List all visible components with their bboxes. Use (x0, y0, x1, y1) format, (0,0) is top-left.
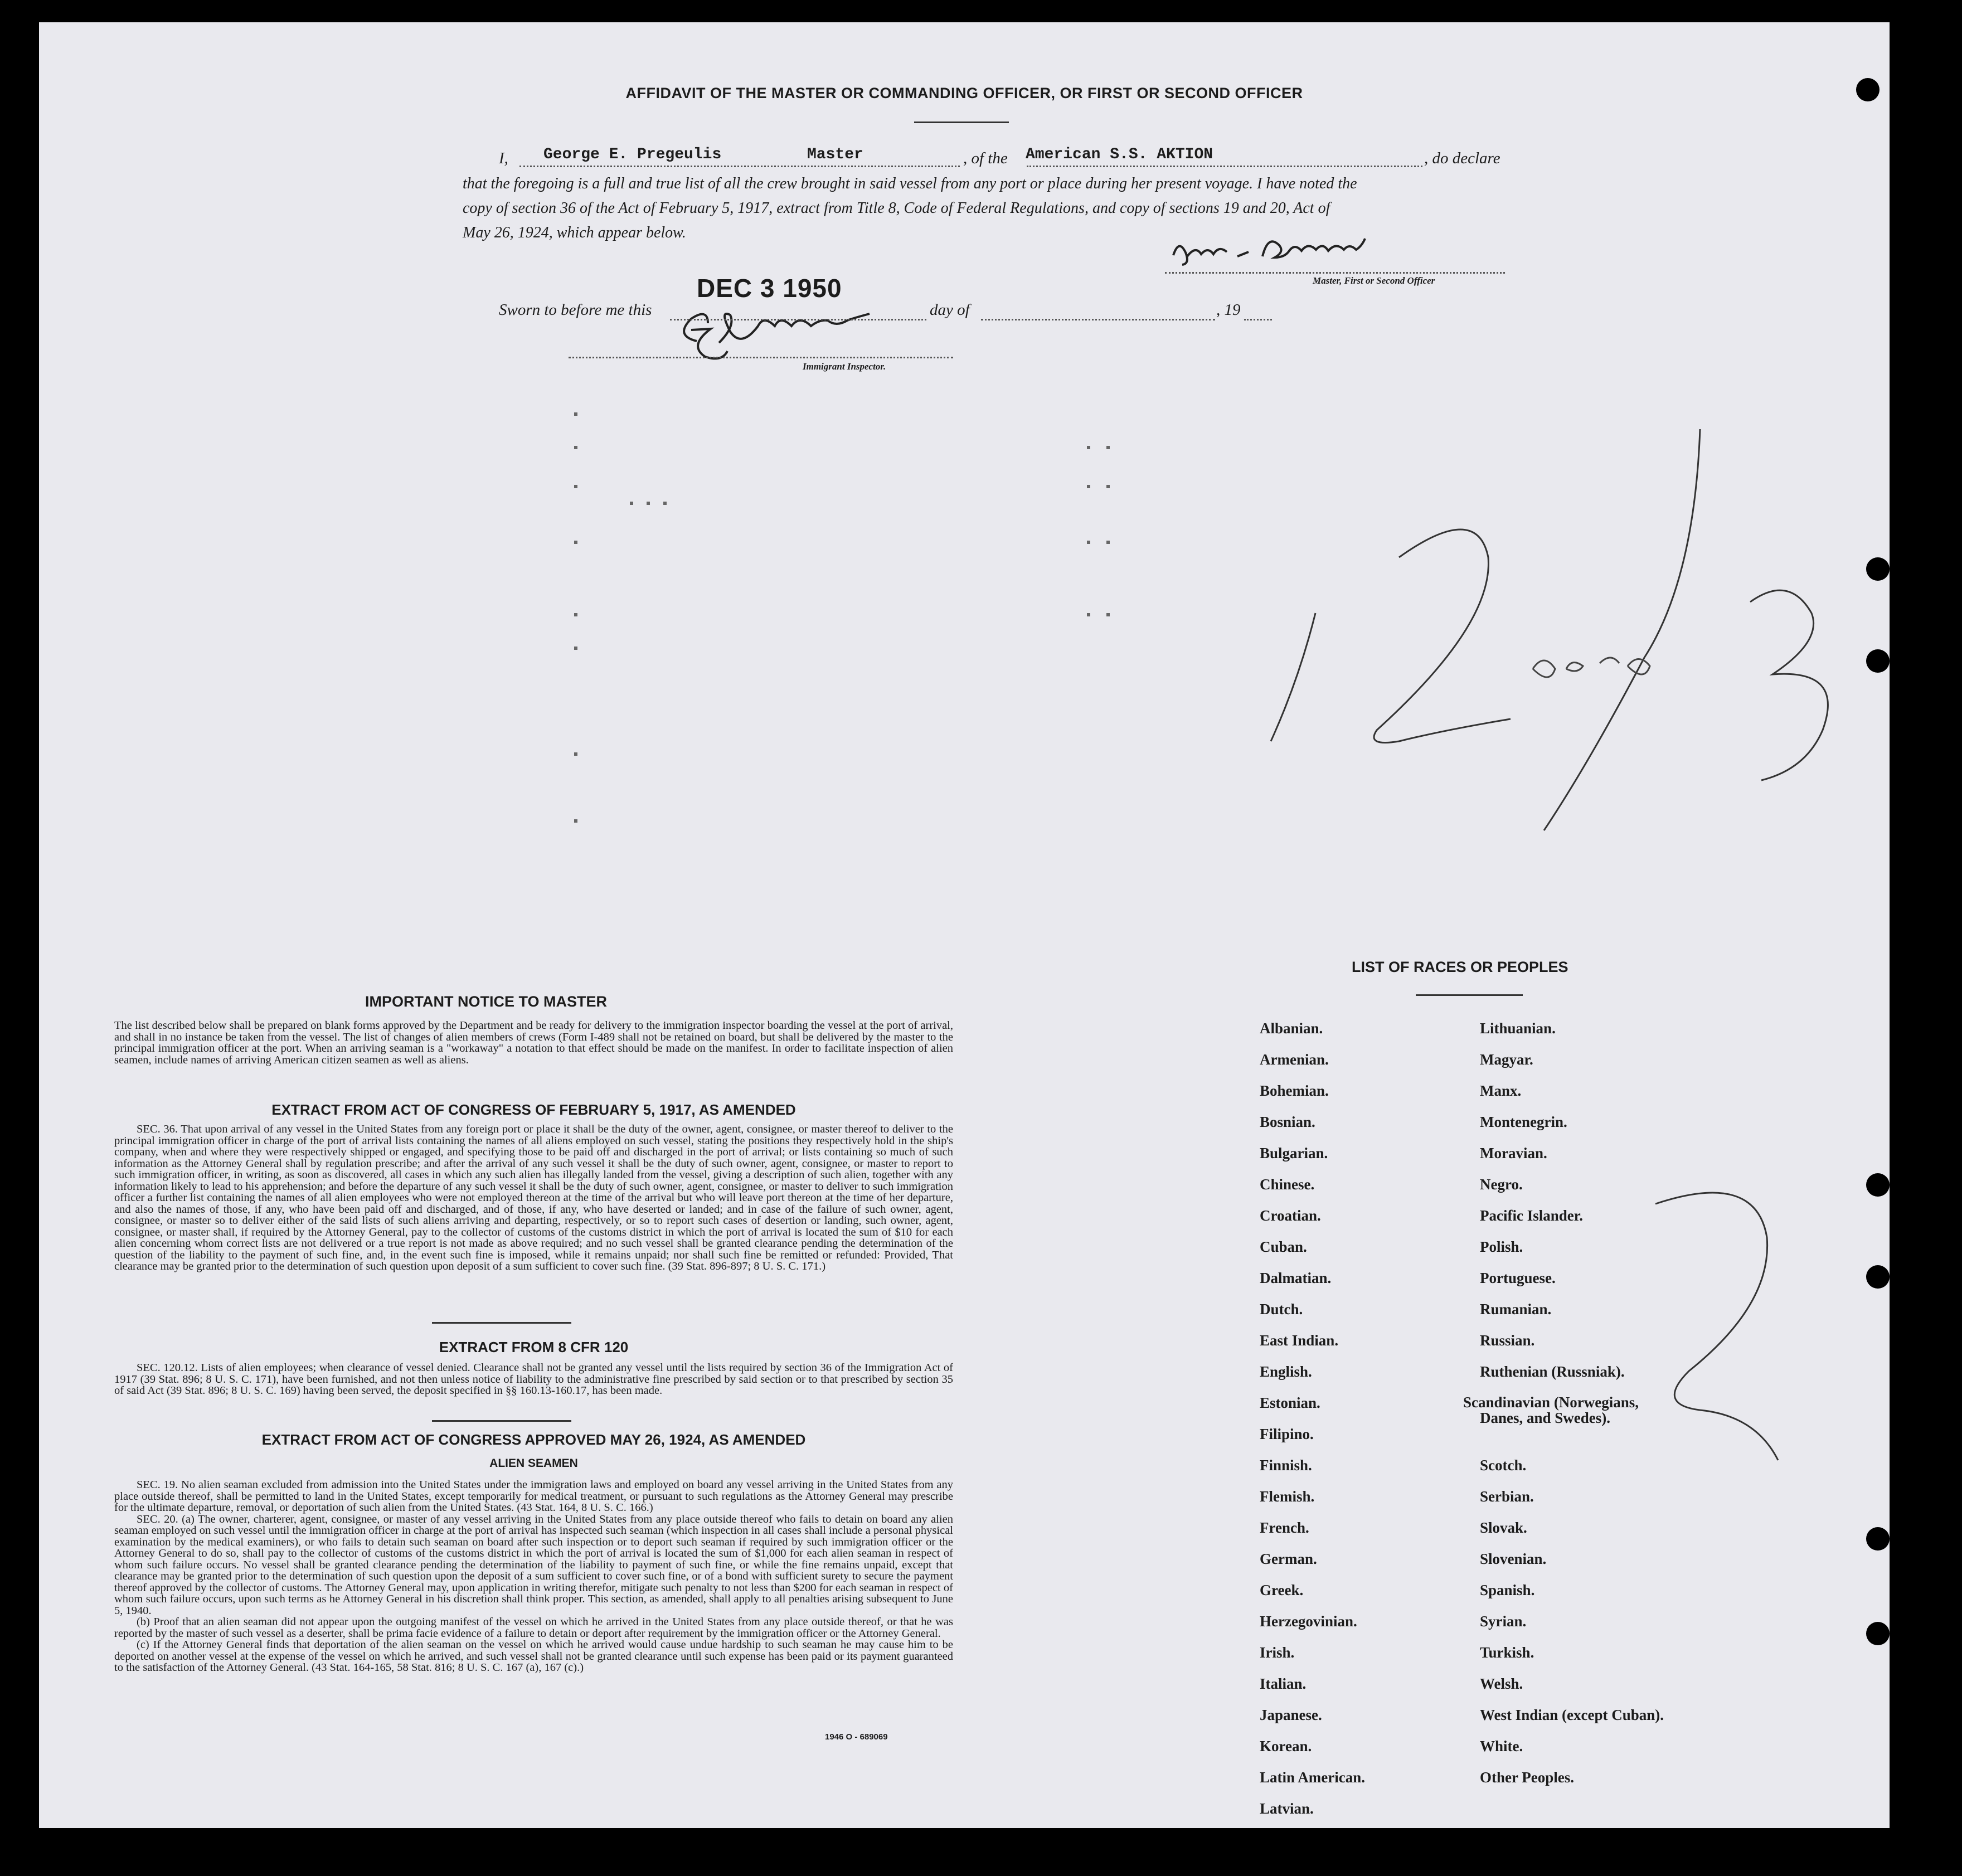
race-item: Finnish. (1260, 1457, 1312, 1474)
inspector-line (569, 356, 953, 358)
race-item: German. (1260, 1551, 1317, 1567)
dot (1087, 613, 1090, 616)
race-item: Albanian. (1260, 1020, 1323, 1037)
race-item: Cuban. (1260, 1238, 1307, 1255)
race-item: Latvian. (1260, 1800, 1314, 1817)
year-label: , 19 (1216, 301, 1241, 319)
race-item: Welsh. (1480, 1675, 1523, 1692)
dot (1106, 446, 1110, 449)
race-item: Flemish. (1260, 1488, 1315, 1505)
year-line (1244, 318, 1272, 320)
affidavit-line-4: May 26, 1924, which appear below. (463, 224, 686, 241)
race-item: Montenegrin. (1480, 1114, 1567, 1130)
race-item: Irish. (1260, 1644, 1295, 1661)
dot (574, 446, 577, 449)
dot (1106, 613, 1110, 616)
affidavit-line-3: copy of section 36 of the Act of February 5, 1917, extract from Title 8, Code of Federal Regulations, and copy of sections 19 and 20, Act of (463, 200, 1330, 217)
dot (1087, 446, 1090, 449)
binder-hole (1866, 1265, 1890, 1289)
race-item: Russian. (1480, 1332, 1535, 1349)
title-divider (914, 121, 1009, 123)
race-item: Bulgarian. (1260, 1145, 1328, 1161)
of-the-label: , of the (963, 149, 1008, 167)
race-item: West Indian (except Cuban). (1480, 1707, 1664, 1723)
race-item: Herzegovinian. (1260, 1613, 1357, 1630)
race-item: Scandinavian (Norwegians, Danes, and Swedes). (1463, 1394, 1639, 1426)
races-title: LIST OF RACES OR PEOPLES (1352, 959, 1568, 975)
binder-hole (1866, 1527, 1890, 1551)
sec-20a-text: SEC. 20. (a) The owner, charterer, agent, consignee, or master of any vessel arriving in the United States from any place outside thereof who fails to detain on board any alien seaman employed on such vessel until the immigration officer in charge at the port of arrival has inspected such seaman (which inspection in all cases shall include a personal physical examination by the medical examiners), or who fails to detain such seaman on board after such inspection or to deport such seaman if required by such immigration officer or the Attorney General to do so, shall pay to the collector of customs of the customs district in which the port of arrival is located the sum of $1,000 for each alien seaman in respect of whom such failure occurs. No vessel shall be granted clearance pending the determination of the liability to payment of such fine, or while the fine remains unpaid, except that clearance may be granted prior to the determination of such question upon the deposit of a sum sufficient to cover such fine, or of a bond with sufficient surety to secure the payment thereof approved by the collector of customs. The Attorney General may, upon application in writing therefor, mitigate such penalty to not less than $200 for each seaman in respect of whom such failure occurs, upon such terms as he Attorney General in his discretion shall think proper. This section, as amended, shall apply to all penalties arising subsequent to June 5, 1940. (114, 1513, 953, 1617)
dot (1106, 485, 1110, 488)
race-item: Dalmatian. (1260, 1270, 1332, 1286)
dot (574, 541, 577, 544)
section-divider (432, 1322, 571, 1324)
dot (574, 752, 577, 756)
signature-caption: Master, First or Second Officer (1313, 275, 1435, 286)
dot (574, 485, 577, 488)
print-code: 1946 O - 689069 (825, 1732, 888, 1742)
race-item: Polish. (1480, 1238, 1523, 1255)
dot (574, 613, 577, 616)
race-item: Other Peoples. (1480, 1769, 1574, 1786)
extract-8cfr-title: EXTRACT FROM 8 CFR 120 (439, 1339, 629, 1355)
race-item: French. (1260, 1519, 1309, 1536)
race-item: Pacific Islander. (1480, 1207, 1583, 1224)
extract-1924-subtitle: ALIEN SEAMEN (489, 1457, 578, 1470)
race-item: Magyar. (1480, 1051, 1533, 1068)
section-divider (432, 1420, 571, 1422)
master-name: George E. Pregeulis (543, 146, 722, 163)
race-item: Ruthenian (Russniak). (1480, 1363, 1625, 1380)
race-item: Greek. (1260, 1582, 1304, 1598)
inspector-caption: Immigrant Inspector. (803, 361, 886, 372)
month-line (981, 318, 1215, 320)
affidavit-body (463, 172, 1555, 245)
dot (1106, 541, 1110, 544)
race-item: Latin American. (1260, 1769, 1365, 1786)
dot (630, 502, 633, 505)
signature-line (1165, 271, 1505, 274)
race-item: Dutch. (1260, 1301, 1303, 1318)
race-item: Manx. (1480, 1082, 1522, 1099)
notice-title: IMPORTANT NOTICE TO MASTER (365, 993, 607, 1010)
race-item: Turkish. (1480, 1644, 1534, 1661)
dot (1087, 485, 1090, 488)
extract-1924-title: EXTRACT FROM ACT OF CONGRESS APPROVED MAY 26, 1924, AS AMENDED (261, 1431, 806, 1448)
extract-1917-text: SEC. 36. That upon arrival of any vessel in the United States from any foreign port or place it shall be the duty of the owner, agent, consignee, or master thereof to deliver to the principal immigration officer in charge of the port of arrival lists containing the names of all aliens employed on such vessel, stating the positions they respectively hold in the ship's company, when and where they were respectively shipped or engaged, and specifying those to be paid off and discharged in the port of arrival; or lists containing so much of such information as the Attorney General shall by regulation prescribe; and after the arrival of any such vessel it shall be the duty of such owner, agent, consignee, or master to report to such immigration officer, in writing, as soon as discovered, all cases in which any such alien has illegally landed from the vessel, giving a description of such alien, together with any information likely to lead to his apprehension; and before the departure of any such vessel it shall be the duty of such owner, agent, consignee, or master to deliver to such immigration officer a further list containing the names of all alien employees who were not employed thereon at the time of the arrival but who will leave port thereon at the time of her departure, and also the names of those, if any, who have been paid off and discharged, and of those, if any, who have deserted or landed; and in case of the failure of such owner, agent, consignee, or master so to deliver either of the said lists of such aliens arriving and departing, respectively, or so to report such cases of desertion or landing, such owner, agent, consignee, or master shall, if required by the Attorney General, pay to the collector of customs of the customs district in which the port of arrival is located the sum of $10 for each alien concerning whom correct lists are not delivered or a true report is not made as above required; and no such vessel shall be granted clearance pending the determination of the question of the liability to the payment of such fine, and, in the event such fine is imposed, while it remains unpaid; nor shall such fine be remitted or refunded: Provided, That clearance may be granted prior to the determination of such question upon deposit of a sum sufficient to cover such fine. (39 Stat. 896-897; 8 U. S. C. 171.) (114, 1123, 953, 1272)
race-item: Bohemian. (1260, 1082, 1329, 1099)
race-item: Negro. (1480, 1176, 1523, 1193)
date-stamp: DEC 3 1950 (697, 274, 842, 303)
race-item: Spanish. (1480, 1582, 1535, 1598)
sworn-label: Sworn to before me this (499, 301, 652, 319)
race-item: Rumanian. (1480, 1301, 1552, 1318)
race-item: Syrian. (1480, 1613, 1527, 1630)
binder-hole (1866, 649, 1890, 673)
race-item: Chinese. (1260, 1176, 1315, 1193)
notice-text: The list described below shall be prepared on blank forms approved by the Department and be ready for delivery to the immigration inspector boarding the vessel at the port of arrival, and shall in no instance be taken from the vessel. The list of changes of alien members of crews (Form I-489 shall not be retained on board, but shall be delivered by the master to the principal immigration officer at the port. When an arriving seaman is a "workaway" a notation to that effect should be made on the manifest. In order to facilitate inspection of alien seamen, include names of arriving American citizen seamen as well as aliens. (114, 1019, 953, 1066)
race-item: Japanese. (1260, 1707, 1322, 1723)
race-item: White. (1480, 1738, 1523, 1755)
dot (574, 647, 577, 650)
dot (663, 502, 667, 505)
extract-1917-title: EXTRACT FROM ACT OF CONGRESS OF FEBRUARY 5, 1917, AS AMENDED (271, 1101, 796, 1118)
dot (647, 502, 650, 505)
race-item: Slovenian. (1480, 1551, 1547, 1567)
manifest-page (39, 22, 1890, 1828)
race-item: Scotch. (1480, 1457, 1527, 1474)
sec-20c-text: (c) If the Attorney General finds that deportation of the alien seaman on the vessel on which he arrived would cause undue hardship to such seaman he may cause him to be deported on another vessel at the expense of the vessel on which he arrived, and such vessel shall not be granted clearance until such expense has been paid or its payment guaranteed to the satisfaction of the Attorney General. (43 Stat. 164-165, 58 Stat. 816; 8 U. S. C. 167 (a), 167 (c).) (114, 1639, 953, 1674)
race-item: Croatian. (1260, 1207, 1321, 1224)
race-item: English. (1260, 1363, 1312, 1380)
name-line (519, 164, 960, 167)
race-item: Bosnian. (1260, 1114, 1315, 1130)
affidavit-line-2: that the foregoing is a full and true list of all the crew brought in said vessel from any port or place during her present voyage. I have noted the (463, 175, 1357, 192)
binder-hole (1866, 557, 1890, 581)
dot (574, 412, 577, 416)
races-right-column (1463, 1020, 1825, 1800)
race-item: Korean. (1260, 1738, 1312, 1755)
i-label: I, (499, 149, 508, 167)
dot (1087, 541, 1090, 544)
vessel-line (1027, 164, 1422, 167)
race-item: Slovak. (1480, 1519, 1527, 1536)
extract-1924-body (114, 1479, 953, 1674)
binder-hole (1866, 1173, 1890, 1197)
race-item: Serbian. (1480, 1488, 1534, 1505)
dot (574, 819, 577, 823)
binder-hole (1866, 1622, 1890, 1645)
race-item: East Indian. (1260, 1332, 1339, 1349)
do-declare-label: , do declare (1424, 149, 1500, 167)
race-item: Moravian. (1480, 1145, 1547, 1161)
extract-8cfr-text: SEC. 120.12. Lists of alien employees; when clearance of vessel denied. Clearance shall not be granted any vessel until the lists required by section 36 of the Immigration Act of 1917 (39 Stat. 896; 8 U. S. C. 171), have been furnished, and not then unless notice of liability to the administrative fine prescribed by said section or to that prescribed by section 35 of said Act (39 Stat. 896; 8 U. S. C. 169) having been served, the deposit specified in §§ 160.13-160.17, has been made. (114, 1362, 953, 1397)
sec-19-text: SEC. 19. No alien seaman excluded from admission into the United States under the immigration laws and employed on board any vessel arriving in the United States from any place outside thereof, shall be permitted to land in the United States, except temporarily for medical treatment, or pursuant to such regulations as the Attorney General may prescribe for the ultimate departure, removal, or deportation of such alien from the United States. (43 Stat. 164, 8 U. S. C. 166.) (114, 1479, 953, 1514)
race-item: Armenian. (1260, 1051, 1329, 1068)
affidavit-title: AFFIDAVIT OF THE MASTER OR COMMANDING OFFICER, OR FIRST OR SECOND OFFICER (625, 85, 1303, 101)
race-item: Italian. (1260, 1675, 1307, 1692)
race-item: Filipino. (1260, 1426, 1314, 1442)
sec-20b-text: (b) Proof that an alien seaman did not appear upon the outgoing manifest of the vessel on which he arrived in the United States from any place outside thereof, or that he was reported by the master of such vessel as a deserter, shall be prima facie evidence of a failure to detain or deport after requirement by the immigration officer or the Attorney General. (114, 1616, 953, 1640)
officer-position: Master (807, 146, 863, 163)
day-of-label: day of (930, 301, 970, 319)
race-item: Portuguese. (1480, 1270, 1556, 1286)
race-item: Lithuanian. (1480, 1020, 1556, 1037)
sworn-day-line (670, 318, 926, 320)
binder-hole (1856, 78, 1880, 101)
race-item: Estonian. (1260, 1394, 1320, 1411)
races-divider (1416, 994, 1523, 996)
vessel-name: American S.S. AKTION (1026, 146, 1213, 163)
races-left-column (1260, 1020, 1472, 1828)
